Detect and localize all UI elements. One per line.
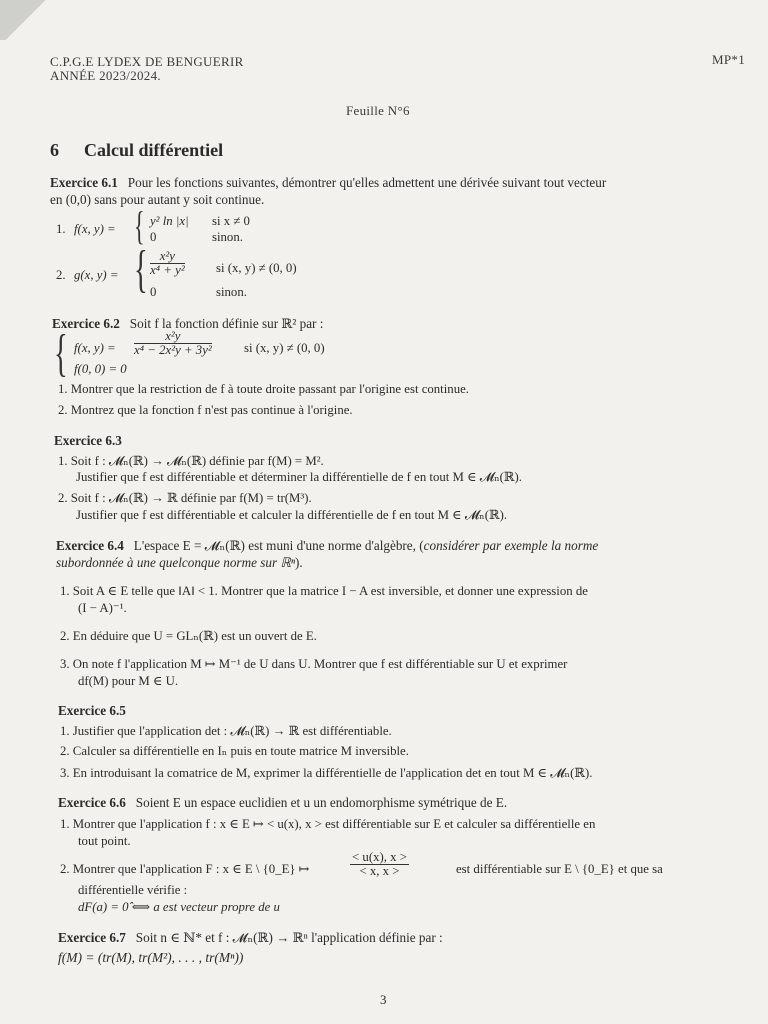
- school-year: ANNÉE 2023/2024.: [50, 68, 161, 83]
- ex64-line2: [56, 554, 303, 571]
- ex65-title-text: Exercice 6.5: [58, 703, 126, 718]
- brace: {: [134, 203, 145, 248]
- ex61-item1-case2: 0: [150, 230, 157, 244]
- ex66-q2b: est différentiable sur E \ {0_E} et que sa: [456, 862, 663, 876]
- ex66-q2a: 2. Montrer que l'application F : x ∈ E \ {0_E} ↦: [60, 862, 310, 876]
- ex61-item2-frac: [150, 250, 185, 277]
- ex64-q3b: df(M) pour M ∈ U.: [78, 674, 179, 688]
- ex66-q1b: tout point.: [78, 834, 131, 848]
- ex66-title: Exercice 6.6: [58, 795, 126, 810]
- ex66-q2d: dF(a) = 0̂ ⟺ a est vecteur propre de u: [78, 900, 280, 914]
- ex67-text: Soit n ∈ ℕ* et f : 𝓜ₙ(ℝ) → ℝⁿ l'application définie par :: [135, 930, 443, 945]
- ex62-f-cond: si (x, y) ≠ (0, 0): [244, 341, 325, 355]
- ex63-q2a: 2. Soit f : 𝓜ₙ(ℝ) → ℝ définie par f(M) = tr(M³).: [58, 491, 312, 505]
- ex67-formula: f(M) = (tr(M), tr(M²), . . . , tr(Mⁿ)): [58, 950, 244, 965]
- ex64-text2: ).: [295, 555, 303, 570]
- ex66-q2-frac: [350, 851, 409, 878]
- ex62-text: Soit f la fonction définie sur ℝ² par :: [129, 316, 324, 331]
- page-number: 3: [380, 992, 387, 1007]
- fraction-denominator: < x, x >: [359, 864, 400, 878]
- ex62-f-frac: [134, 330, 212, 357]
- sheet-label: Feuille N°6: [346, 103, 410, 118]
- ex62-q2: 2. Montrez que la fonction f n'est pas continue à l'origine.: [58, 403, 353, 417]
- ex63-q1b: Justifier que f est différentiable et déterminer la différentielle de f en tout M ∈ 𝓜ₙ(ℝ).: [76, 470, 523, 484]
- fraction-numerator: x²y: [150, 250, 185, 264]
- ex61-item2-cond1: si (x, y) ≠ (0, 0): [216, 261, 297, 275]
- ex66-text: Soient E un espace euclidien et u un endomorphisme symétrique de E.: [135, 795, 508, 810]
- ex66-q1a: 1. Montrer que l'application f : x ∈ E ↦ < u(x), x > est différentiable sur E et calculer sa différentielle en: [60, 817, 596, 831]
- ex62-q1: 1. Montrer que la restriction de f à toute droite passant par l'origine est continue.: [58, 382, 469, 396]
- ex64-q2: 2. En déduire que U = GLₙ(ℝ) est un ouvert de E.: [60, 629, 317, 643]
- fraction-numerator: x²y: [134, 330, 212, 344]
- school-name: C.P.G.E LYDEX DE BENGUERIR: [50, 54, 244, 69]
- ex64-q3a: 3. On note f l'application M ↦ M⁻¹ de U dans U. Montrer que f est différentiable sur U et exprimer: [60, 657, 568, 671]
- ex64-text2-italic: subordonnée à une quelconque norme sur ℝⁿ: [56, 555, 295, 570]
- ex62-title: Exercice 6.2: [52, 316, 120, 331]
- ex65-title: [58, 702, 126, 719]
- ex63-title-text: Exercice 6.3: [54, 433, 122, 448]
- ex64-title: Exercice 6.4: [56, 538, 124, 553]
- section-heading: [50, 140, 223, 161]
- brace: {: [134, 241, 148, 298]
- ex61-item2-lhs: g(x, y) =: [74, 268, 119, 282]
- ex61-item1-lhs: f(x, y) =: [74, 222, 116, 236]
- ex62-f-lhs: f(x, y) =: [74, 341, 116, 355]
- ex61-item2-cond2: sinon.: [216, 285, 247, 299]
- ex65-q2: 2. Calculer sa différentielle en Iₙ puis en toute matrice M inversible.: [60, 744, 409, 758]
- ex63-q1a: 1. Soit f : 𝓜ₙ(ℝ) → 𝓜ₙ(ℝ) définie par f(M) = M².: [58, 454, 324, 468]
- ex64-q1b: (I − A)⁻¹.: [78, 601, 127, 615]
- section-number: 6: [50, 140, 59, 160]
- fraction-denominator: x⁴ − 2x²y + 3y²: [134, 343, 212, 357]
- ex63-title: [54, 432, 122, 449]
- ex62-f0: f(0, 0) = 0: [74, 362, 127, 376]
- ex61-item1-case1: y² ln |x|: [150, 214, 189, 228]
- ex63-q2b: Justifier que f est différentiable et calculer la différentielle de f en tout M ∈ 𝓜ₙ(ℝ).: [76, 508, 508, 522]
- ex61-text2: en (0,0) sans pour autant y soit continue.: [50, 192, 265, 207]
- ex61-intro: [50, 174, 606, 191]
- ex64-text1-italic: considérer par exemple la norme: [423, 538, 599, 553]
- ex61-item2-num: 2.: [56, 268, 66, 282]
- fraction-numerator: < u(x), x >: [352, 850, 407, 864]
- ex61-item1-num: 1.: [56, 222, 66, 236]
- ex66-q2c: différentielle vérifie :: [78, 883, 188, 897]
- class-label: MP*1: [712, 52, 745, 67]
- ex61-title: Exercice 6.1: [50, 175, 118, 190]
- ex64-intro: [56, 537, 598, 554]
- ex65-q1: 1. Justifier que l'application det : 𝓜ₙ(ℝ) → ℝ est différentiable.: [60, 724, 392, 738]
- ex61-text1: Pour les fonctions suivantes, démontrer qu'elles admettent une dérivée suivant tout vecteur: [127, 175, 607, 190]
- section-title: Calcul différentiel: [84, 140, 224, 160]
- fraction-denominator: x⁴ + y²: [150, 263, 185, 277]
- ex67-title: Exercice 6.7: [58, 930, 126, 945]
- ex67-intro: [58, 929, 443, 946]
- ex66-intro: [58, 794, 507, 811]
- ex61-item2-case2: 0: [150, 285, 157, 299]
- ex65-q3: 3. En introduisant la comatrice de M, exprimer la différentielle de l'application det en tout M ∈ 𝓜ₙ(ℝ).: [60, 766, 593, 780]
- ex64-q1a: 1. Soit A ∈ E telle que ‖A‖ < 1. Montrer que la matrice I − A est inversible, et donner une expression de: [60, 584, 588, 598]
- ex64-text1: L'espace E = 𝓜ₙ(ℝ) est muni d'une norme d'algèbre, (: [133, 538, 424, 553]
- ex61-item1-cond1: si x ≠ 0: [212, 214, 250, 228]
- ex61-item1-cond2: sinon.: [212, 230, 243, 244]
- folded-corner: [0, 0, 60, 40]
- brace: {: [54, 325, 68, 382]
